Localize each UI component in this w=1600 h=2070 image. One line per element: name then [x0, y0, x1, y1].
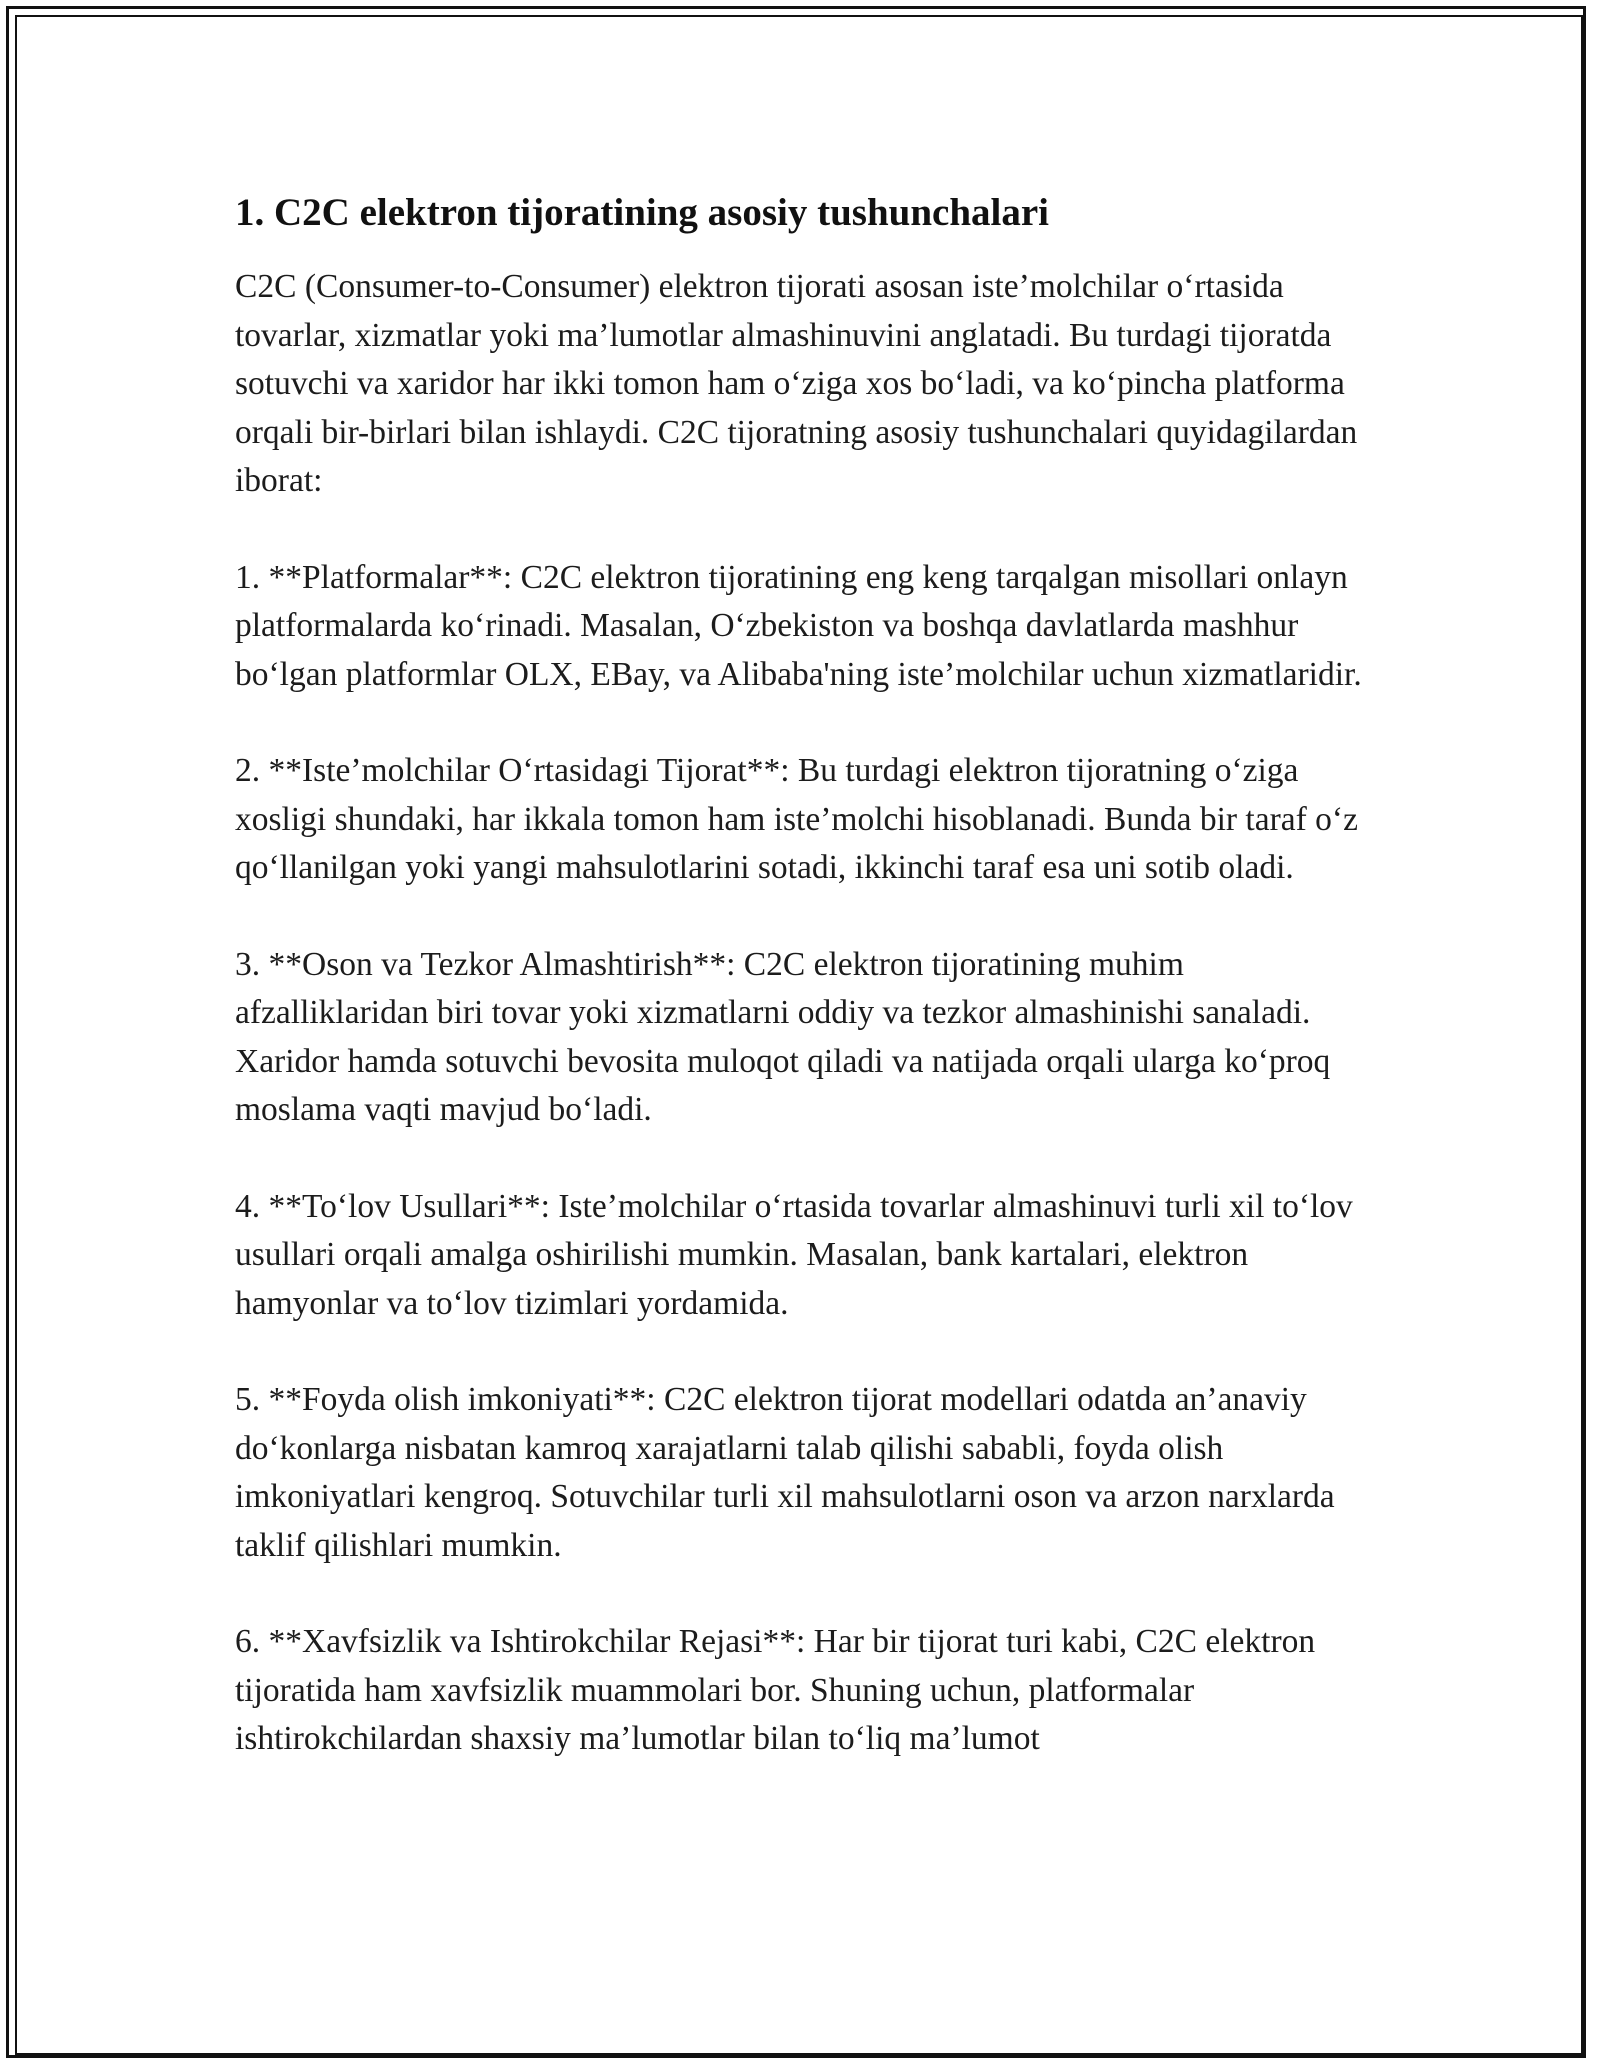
section-heading: 1. C2C elektron tijoratining asosiy tushunchalari [235, 191, 1050, 234]
list-item-tolov-usullari: 4. **To‘lov Usullari**: Iste’molchilar o‘rtasida tovarlar almashinuvi turli xil to‘lov usullari orqali amalga oshirilishi mumkin. Masalan, bank kartalari, elektron hamyonlar va to‘lov tizimlari yordamida. [235, 1187, 1353, 1322]
list-item-oson-almashtirish: 3. **Oson va Tezkor Almashtirish**: C2C elektron tijoratining muhim afzalliklaridan biri tovar yoki xizmatlarni oddiy va tezkor almashinishi sanaladi. Xaridor hamda sotuvchi bevosita muloqot qiladi va natijada orqali ularga ko‘proq moslama vaqti mavjud bo‘ladi. [235, 945, 1331, 1128]
list-item-foyda-olish: 5. **Foyda olish imkoniyati**: C2C elektron tijorat modellari odatda an’anaviy do‘konlarga nisbatan kamroq xarajatlarni talab qilishi sababli, foyda olish imkoniyatlari kengroq. Sotuvchilar turli xil mahsulotlarni oson va arzon narxlarda taklif qilishlari mumkin. [235, 1381, 1335, 1564]
list-item-istemolchilar-tijorat: 2. **Iste’molchilar O‘rtasidagi Tijorat**: Bu turdagi elektron tijoratning o‘ziga xosligi shundaki, har ikkala tomon ham iste’molchi hisoblanadi. Bunda bir taraf o‘z qo‘llanilgan yoki yangi mahsulotlarini sotadi, ikkinchi taraf esa uni sotib oladi. [235, 752, 1358, 886]
list-item-xavfsizlik: 6. **Xavfsizlik va Ishtirokchilar Rejasi**: Har bir tijorat turi kabi, C2C elektron tijoratida ham xavfsizlik muammolari bor. Shuning uchun, platformalar ishtirokchilardan shaxsiy ma’lumotlar bilan to‘liq ma’lumot [235, 1623, 1316, 1757]
list-item-platformalar: 1. **Platformalar**: C2C elektron tijoratining eng keng tarqalgan misollari onlayn platformalarda ko‘rinadi. Masalan, O‘zbekiston va boshqa davlatlarda mashhur bo‘lgan platformlar OLX, EBay, va Alibaba'ning iste’molchilar uchun xizmatlaridir. [235, 558, 1362, 693]
intro-paragraph: C2C (Consumer-to-Consumer) elektron tijorati asosan iste’molchilar o‘rtasida tovarlar, xizmatlar yoki ma’lumotlar almashinuvini anglatadi. Bu turdagi tijoratda sotuvchi va xaridor har ikki tomon ham o‘ziga xos bo‘ladi, va ko‘pincha platforma orqali bir-birlari bilan ishlaydi. C2C tijoratning asosiy tushunchalari quyidagilardan iborat: [235, 268, 1358, 499]
document-body [235, 185, 1375, 1812]
